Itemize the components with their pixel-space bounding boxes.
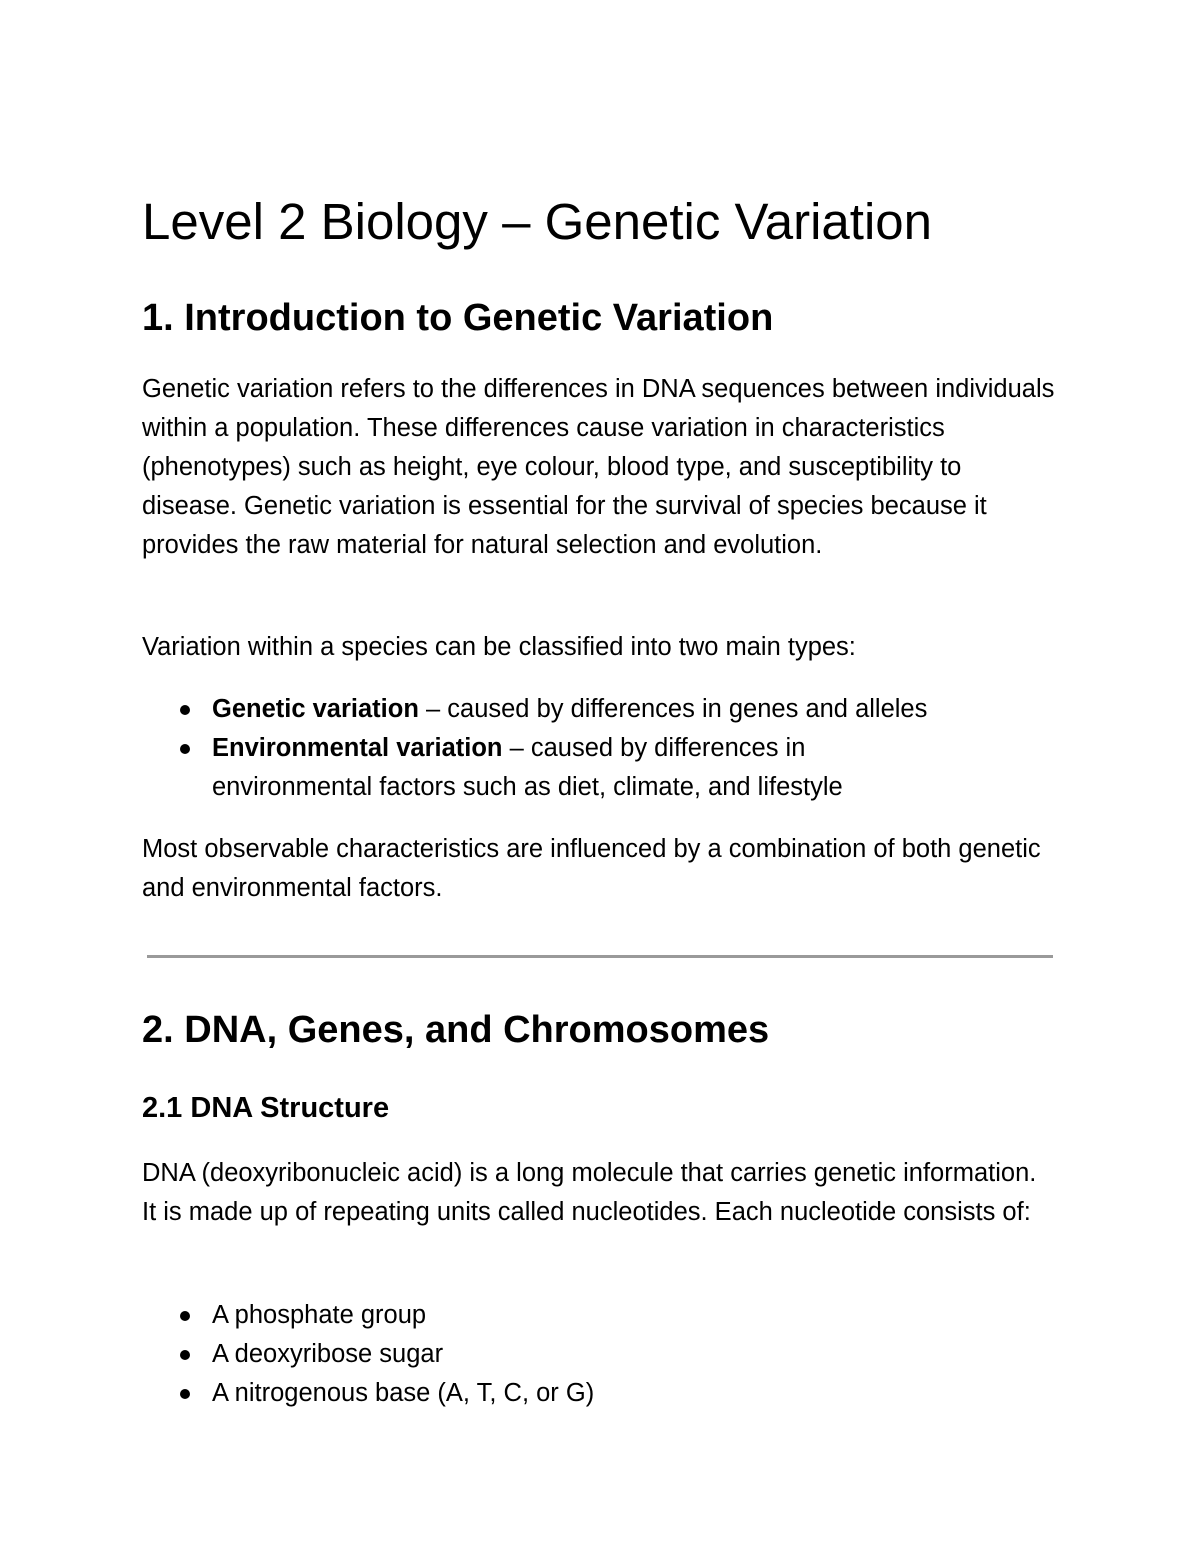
list-item-text: A phosphate group xyxy=(212,1301,427,1329)
document-title: Level 2 Biology – Genetic Variation xyxy=(142,193,933,250)
section-1-paragraph-1: Genetic variation refers to the differences in DNA sequences between individuals within a population. These differences cause variation in characteristics (phenotypes) such as height, eye colour, blood type, and susceptibility to disease. Genetic variation is essential for the survival of species because it provides the raw material for natural selection and evolution. xyxy=(142,375,1055,559)
list-item-text: A deoxyribose sugar xyxy=(212,1340,444,1368)
list-item-term: Environmental variation xyxy=(212,734,503,762)
bullet-icon xyxy=(180,744,190,754)
list-item-desc: – caused by differences in genes and alleles xyxy=(418,695,928,723)
bullet-icon xyxy=(180,1389,190,1399)
bullet-icon xyxy=(180,1350,190,1360)
subsection-2-1-heading: 2.1 DNA Structure xyxy=(142,1092,390,1124)
list-item xyxy=(142,690,1057,729)
variation-types-list xyxy=(142,690,1057,807)
list-item xyxy=(142,1335,1057,1374)
list-item xyxy=(142,1296,1057,1335)
section-1-paragraph-2: Variation within a species can be classified into two main types: xyxy=(142,633,856,661)
list-item xyxy=(142,1374,1057,1413)
list-item xyxy=(142,729,1057,807)
section-2-heading: 2. DNA, Genes, and Chromosomes xyxy=(142,1009,770,1051)
list-item-desc: – caused by differences in environmental factors such as diet, climate, and lifestyle xyxy=(212,734,843,801)
nucleotide-components-list xyxy=(142,1296,1057,1413)
bullet-icon xyxy=(180,1311,190,1321)
bullet-icon xyxy=(180,705,190,715)
list-item-text: A nitrogenous base (A, T, C, or G) xyxy=(212,1379,595,1407)
subsection-2-1-paragraph: DNA (deoxyribonucleic acid) is a long molecule that carries genetic information. It is made up of repeating units called nucleotides. Each nucleotide consists of: xyxy=(142,1159,1037,1226)
section-1-paragraph-3: Most observable characteristics are influenced by a combination of both genetic and environmental factors. xyxy=(142,835,1041,902)
list-item-term: Genetic variation xyxy=(212,695,419,723)
section-1-heading: 1. Introduction to Genetic Variation xyxy=(142,297,774,339)
horizontal-divider xyxy=(147,955,1053,958)
